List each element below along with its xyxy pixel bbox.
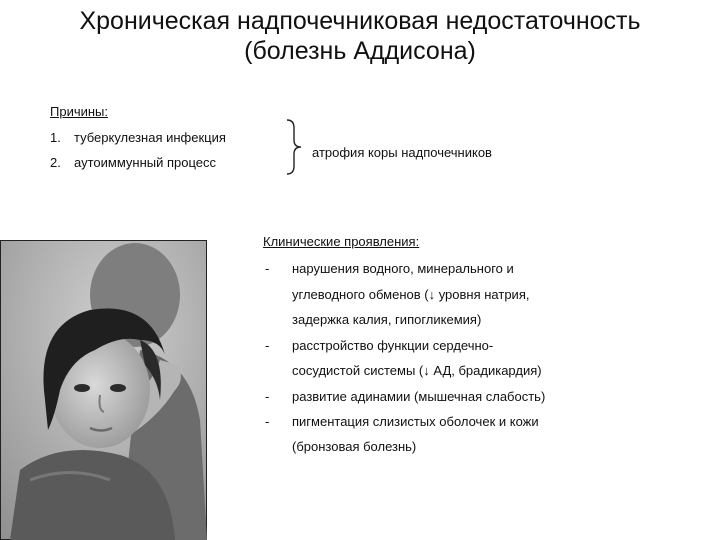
clinical-line: углеводного обменов (↓ уровня натрия, bbox=[292, 287, 530, 302]
clinical-line: задержка калия, гипогликемия) bbox=[292, 312, 482, 327]
cause-item bbox=[50, 130, 226, 145]
title-line-1: Хроническая надпочечниковая недостаточность bbox=[79, 7, 641, 35]
cause-text: аутоиммунный процесс bbox=[74, 155, 217, 170]
bullet-dash: - bbox=[265, 338, 270, 353]
clinical-heading: Клинические проявления: bbox=[263, 234, 420, 249]
bullet-dash: - bbox=[265, 414, 270, 429]
clinical-line: сосудистой системы (↓ АД, брадикардия) bbox=[292, 363, 542, 378]
child-portrait-photo bbox=[0, 240, 207, 540]
cause-number: 1. bbox=[50, 130, 61, 145]
slide-title bbox=[0, 6, 720, 66]
bullet-dash: - bbox=[265, 389, 270, 404]
cause-item bbox=[50, 155, 216, 170]
bullet-dash: - bbox=[265, 261, 270, 276]
cause-number: 2. bbox=[50, 155, 61, 170]
clinical-line: пигментация слизистых оболочек и кожи bbox=[292, 414, 539, 429]
causes-heading: Причины: bbox=[50, 104, 109, 119]
right-brace-icon bbox=[284, 118, 310, 176]
clinical-line: (бронзовая болезнь) bbox=[292, 439, 417, 454]
clinical-line: развитие адинамии (мышечная слабость) bbox=[292, 389, 546, 404]
cause-text: туберкулезная инфекция bbox=[74, 130, 226, 145]
title-line-2: (болезнь Аддисона) bbox=[244, 37, 476, 65]
causes-result: атрофия коры надпочечников bbox=[312, 145, 492, 160]
clinical-line: нарушения водного, минерального и bbox=[292, 261, 514, 276]
clinical-line: расстройство функции сердечно- bbox=[292, 338, 494, 353]
